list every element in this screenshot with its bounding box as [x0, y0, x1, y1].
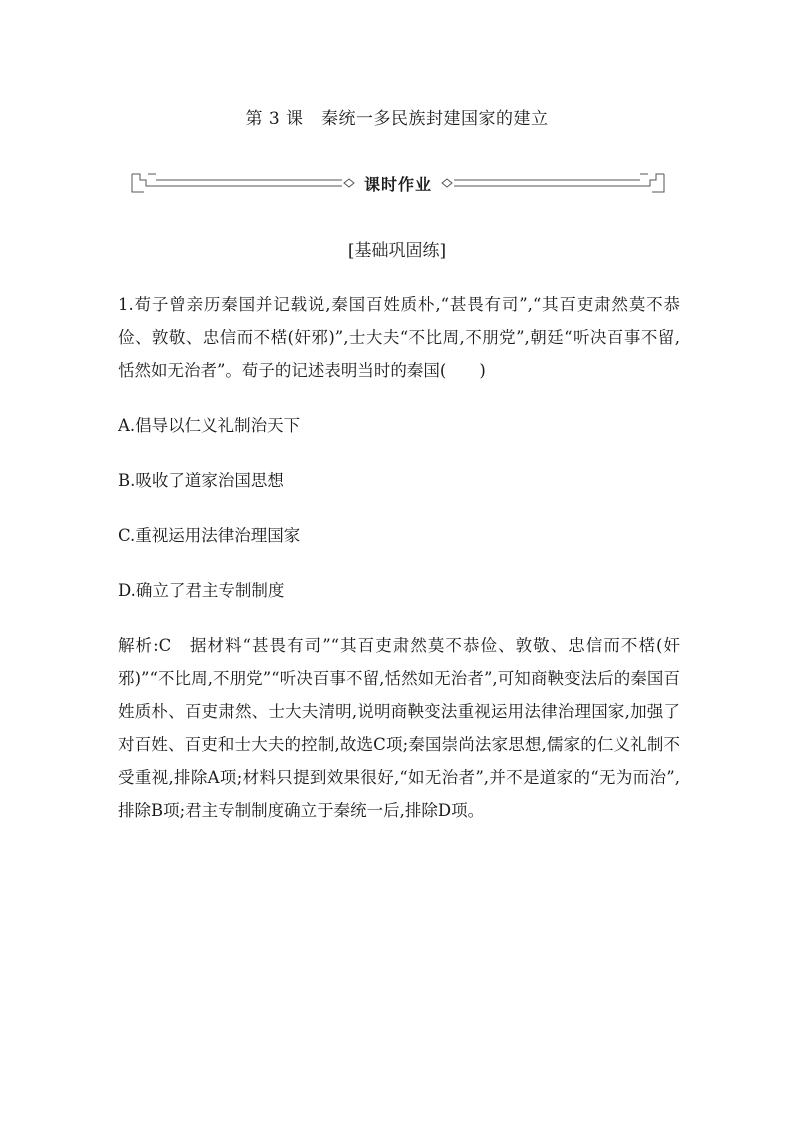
question-stem: 1.荀子曾亲历秦国并记载说,秦国百姓质朴,“甚畏有司”,“其百吏肃然莫不恭俭、敦敬、忠信而不楛(奸邪)”,士大夫“不比周,不朋党”,朝廷“听决百事不留,恬然如无治者”。荀子的记述表明当时的秦国( ): [118, 295, 680, 380]
option-d: D.确立了君主专制制度: [118, 581, 285, 600]
option-c: C.重视运用法律治理国家: [118, 526, 301, 545]
assignment-banner: [130, 168, 666, 198]
section-heading: [基础巩固练]: [347, 241, 447, 261]
option-a: A.倡导以仁义礼制治天下: [118, 416, 301, 435]
lesson-title: 第 3 课 秦统一多民族封建国家的建立: [245, 109, 549, 129]
banner-label: 课时作业: [363, 175, 432, 194]
option-b: B.吸收了道家治国思想: [118, 471, 284, 490]
question-block: [118, 288, 680, 827]
explanation: 解析:C 据材料“甚畏有司”“其百吏肃然莫不恭俭、敦敬、忠信而不楛(奸邪)”“不比周,不朋党”“听决百事不留,恬然如无治者”,可知商鞅变法后的秦国百姓质朴、百吏肃然、士大夫清明,说明商鞅变法重视运用法律治理国家,加强了对百姓、百吏和士大夫的控制,故选C项;秦国崇尚法家思想,儒家的仁义礼制不受重视,排除A项;材料只提到效果很好,“如无治者”,并不是道家的“无为而治”,排除B项;君主专制制度确立于秦统一后,排除D项。: [118, 636, 680, 820]
